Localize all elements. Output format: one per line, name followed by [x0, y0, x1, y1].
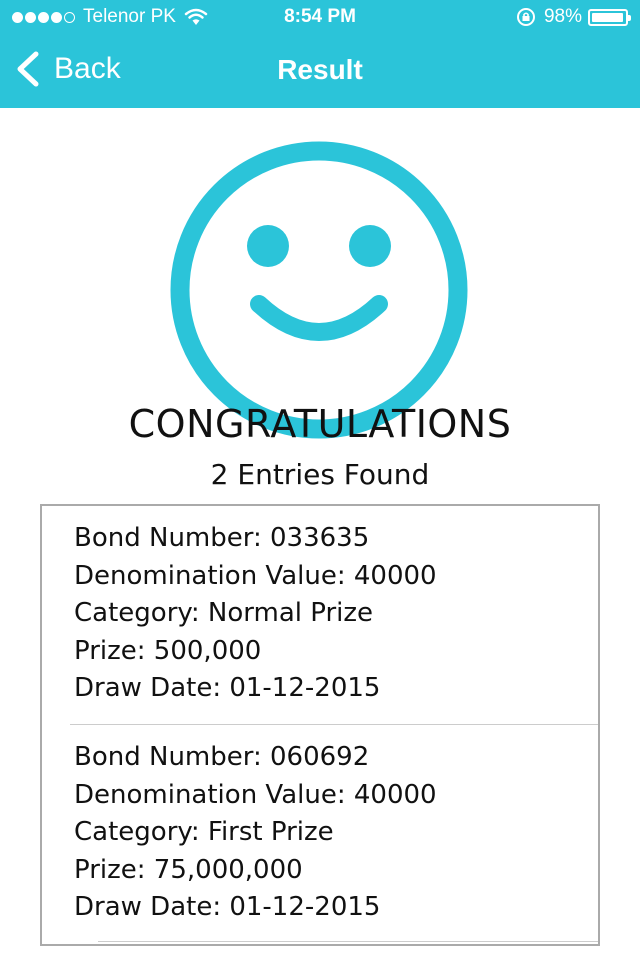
rotation-lock-icon [516, 7, 536, 27]
prize-amount: Prize: 500,000 [74, 635, 262, 666]
header [0, 0, 640, 108]
prize-amount: Prize: 75,000,000 [74, 854, 303, 885]
back-label: Back [54, 52, 121, 85]
battery-fill [592, 13, 623, 22]
bond-number: Bond Number: 033635 [74, 523, 370, 553]
denomination-value: Denomination Value: 40000 [74, 560, 437, 591]
smiley-face-icon [169, 140, 469, 440]
draw-date: Draw Date: 01-12-2015 [74, 892, 381, 922]
prize-category: Category: Normal Prize [74, 598, 374, 628]
entries-found-count: 2 Entries Found [210, 458, 430, 491]
nav-bar [0, 36, 640, 108]
page-title: Result [277, 54, 363, 85]
list-item [70, 724, 598, 942]
carrier-name: Telenor PK [83, 6, 176, 27]
draw-date: Draw Date: 01-12-2015 [74, 673, 381, 703]
status-bar [0, 0, 640, 36]
divider [98, 941, 598, 942]
results-list [40, 504, 600, 946]
congratulations-heading: CONGRATULATIONS [128, 402, 512, 446]
status-time: 8:54 PM [284, 6, 356, 27]
battery-tip [628, 15, 631, 21]
prize-category: Category: First Prize [74, 817, 334, 847]
battery-percent: 98% [543, 6, 582, 27]
list-item [42, 506, 598, 724]
status-right [516, 6, 628, 28]
battery-icon [588, 9, 628, 26]
bond-number: Bond Number: 060692 [74, 742, 370, 772]
denomination-value: Denomination Value: 40000 [74, 779, 437, 810]
